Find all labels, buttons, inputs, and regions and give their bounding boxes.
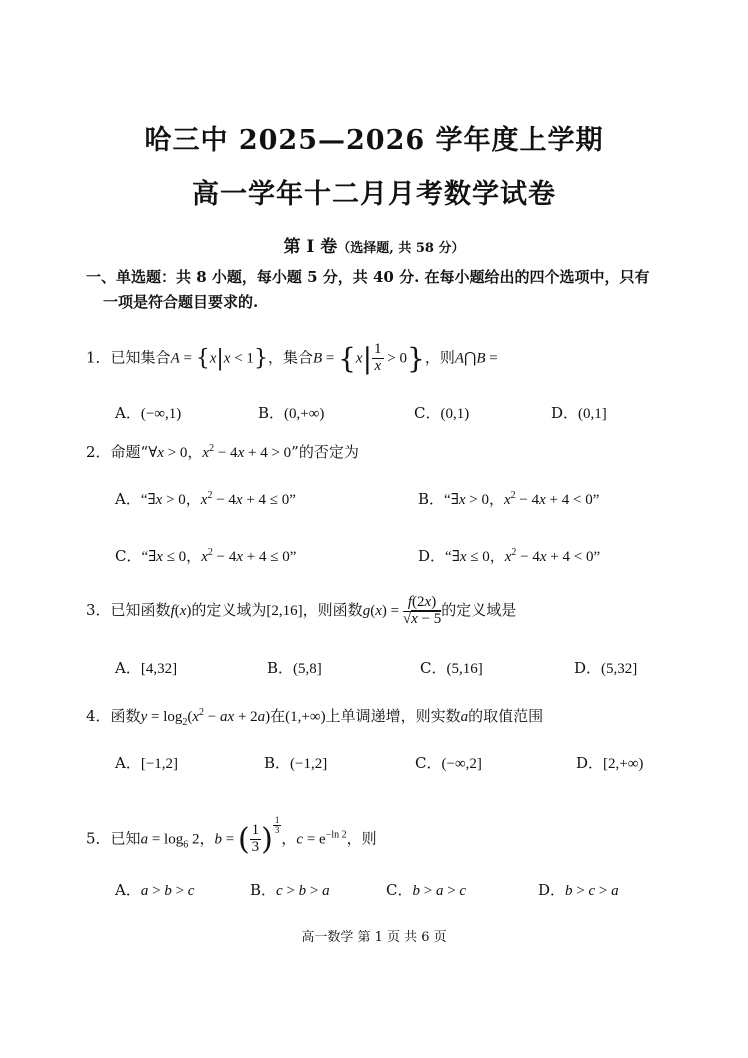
- option-4a: A．[−1,2]: [115, 754, 179, 772]
- option-3a: A．[4,32]: [115, 659, 178, 677]
- question-2: 2．命题“∀x > 0，$x^2 - 4x + 4 > 0$”的否定为: [86, 443, 359, 461]
- question-4: 4．函数$y = \log_2(x^2$ − ax + 2a)在(1,+∞)上单调递增，则实数a的取值范围: [86, 707, 544, 728]
- option-1c: C．(0,1): [414, 404, 470, 422]
- question-number: 5．: [86, 829, 111, 848]
- question-text: ，则: [424, 348, 455, 367]
- section-instruction-line1: 一、单选题：共 8 小题，每小题 5 分，共 40 分. 在每小题给出的四个选项中，只有: [86, 268, 650, 286]
- option-3c: C．(5,16]: [420, 659, 483, 677]
- question-text: 在: [270, 707, 286, 725]
- option-1a: A．(−∞,1): [115, 404, 182, 422]
- option-1d: D．(0,1]: [551, 404, 607, 422]
- question-number: 1．: [86, 348, 111, 367]
- question-text: 的取值范围: [468, 707, 544, 725]
- question-text: 已知: [110, 829, 141, 848]
- part-note: （选择题, 共 58 分）: [337, 241, 465, 256]
- option-5b: B．c > b > a: [250, 881, 330, 899]
- question-5: 5．已知$a = \log_6 2$，b = ( $\frac{1}{3}$ ) $^{\frac{1}{3}}$ ，$c = e^{-ln 2}$，则: [86, 814, 377, 857]
- option-3d: D．(5,32]: [574, 659, 638, 677]
- exam-title: 哈三中 2025—2026 学年度上学期: [144, 125, 604, 156]
- question-text: ，集合: [267, 348, 313, 367]
- question-text: 的定义域为: [191, 600, 267, 619]
- option-4c: C．(−∞,2]: [415, 754, 482, 772]
- question-text: 的定义域是: [441, 600, 517, 619]
- page-footer: 高一数学 第 1 页 共 6 页: [301, 930, 447, 945]
- question-text: 上单调递增，则实数: [325, 707, 461, 725]
- exam-subtitle: 高一学年十二月月考数学试卷: [192, 179, 556, 210]
- option-5c: C．b > a > c: [386, 881, 467, 899]
- part-heading: [0, 232, 748, 257]
- question-text: 命题“: [110, 443, 149, 461]
- question-number: 3．: [86, 600, 111, 619]
- question-1: 1．已知集合A = {x|x < 1}，集合B = {x| $\frac{1}{x}$ > 0}，则A⋂B =: [86, 341, 498, 375]
- option-5d: D．b > c > a: [538, 881, 619, 899]
- question-number: 2．: [86, 443, 111, 461]
- section-instruction-line2: 一项是符合题目要求的.: [103, 293, 259, 311]
- option-2b: B．“∃x > 0，$x^2 - 4x + 4 < 0$”: [418, 490, 600, 508]
- question-number: 4．: [86, 707, 111, 725]
- option-3b: B．(5,8]: [267, 659, 322, 677]
- question-3: 3．已知函数f(x)的定义域为[2,16]，则函数g(x) = $\frac{f(2x)}{√x - 5}$ 的定义域是: [86, 594, 517, 627]
- option-2c: C．“∃x ≤ 0，$x^2 - 4x + 4 \le 0$”: [115, 547, 297, 565]
- question-text: 已知集合: [110, 348, 171, 367]
- option-2a: A．“∃x > 0，$x^2 - 4x + 4 \le 0$”: [115, 490, 296, 508]
- question-text: 已知函数: [110, 600, 171, 619]
- option-4b: B．(−1,2]: [264, 754, 328, 772]
- part-label: 第 Ⅰ 卷: [283, 237, 338, 257]
- option-5a: A．a > b > c: [115, 881, 195, 899]
- question-text: ，则: [346, 829, 377, 848]
- option-1b: B．(0,+∞): [258, 404, 325, 422]
- question-text: ，则函数: [302, 600, 363, 619]
- option-2d: D．“∃x ≤ 0，$x^2 - 4x + 4 < 0$”: [418, 547, 601, 565]
- option-4d: D．[2,+∞): [576, 754, 644, 772]
- question-text: ”的否定为: [291, 443, 359, 461]
- question-text: 函数: [110, 707, 141, 725]
